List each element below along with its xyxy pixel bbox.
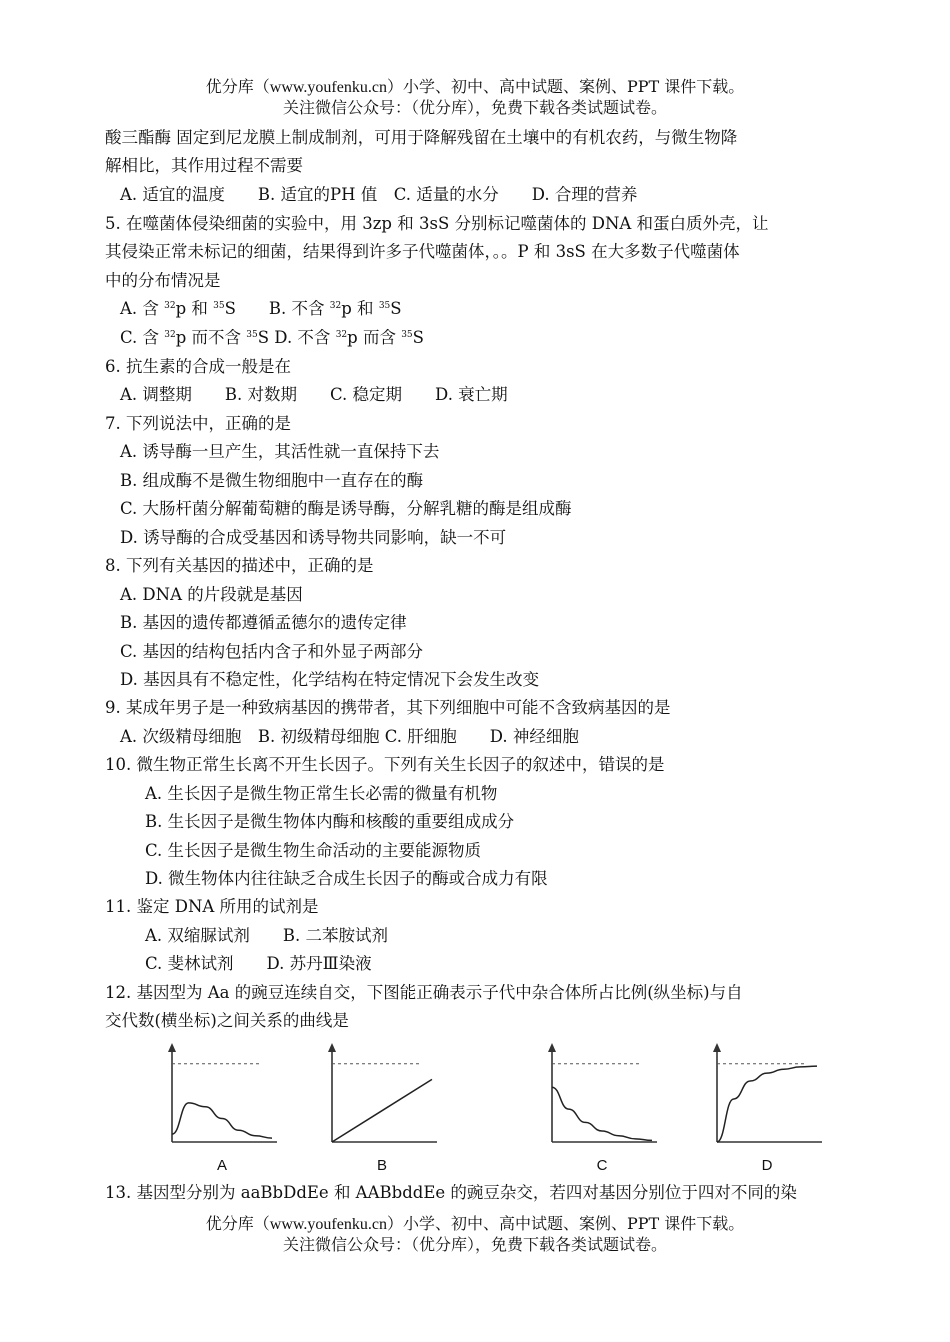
header-suffix: ）小学、初中、高中试题、案例、PPT 课件下载。 [386,77,745,96]
q5-options-cd [120,327,424,349]
q5-line1: 5. 在噬菌体侵染细菌的实验中，用 3zp 和 3sS 分别标记噬菌体的 DNA 和蛋白质外壳，让 [105,214,769,233]
q8-option-c: C. 基因的结构包括内含子和外显子两部分 [120,642,424,661]
q5-c-sup2: 35 [246,330,258,340]
q5-d-sup1: 32 [335,330,348,340]
q5-d-sup2: 35 [401,330,413,340]
q5-b-sup2: 35 [378,301,391,311]
q8-option-a: A. DNA 的片段就是基因 [120,585,303,604]
q5-c-text2: p 而不含 [175,328,247,347]
q7-option-d: D. 诱导酶的合成受基因和诱导物共同影响，缺一不可 [120,528,507,547]
q5-a-text4: p 和 [341,299,379,318]
q5-options-ab [120,298,402,320]
chart-c-curve [552,1087,652,1140]
chart-b-label: B [376,1157,388,1174]
q5-b-sup1: 32 [329,301,342,311]
q11-stem: 11. 鉴定 DNA 所用的试剂是 [105,897,319,916]
q5-c-text4: p 而含 [347,328,402,347]
footer-prefix: 优分库（ [205,1214,270,1233]
q7-stem: 7. 下列说法中，正确的是 [105,414,291,433]
chart-a-label: A [216,1157,228,1174]
page-footer-line2: 关注微信公众号：（优分库），免费下载各类试题试卷。 [282,1235,667,1254]
chart-d-y-arrow [713,1043,721,1052]
q6-stem: 6. 抗生素的合成一般是在 [105,357,291,376]
q10-option-a: A. 生长因子是微生物正常生长必需的微量有机物 [145,784,498,803]
chart-a-y-arrow [168,1043,176,1052]
q11-options-ab: A. 双缩脲试剂 B. 二苯胺试剂 [145,926,389,945]
page-footer-line1 [0,1213,950,1235]
q4-line2: 解相比，其作用过程不需要 [105,156,303,175]
chart-c-label: C [596,1157,608,1174]
q4-options: A. 适宜的温度 B. 适宜的PH 值 C. 适量的水分 D. 合理的营养 [120,185,638,204]
q4-line1: 酸三酯酶 固定到尼龙膜上制成制剂，可用于降解残留在土壤中的有机农药，与微生物降 [105,128,738,147]
q5-c-text5: S [412,328,424,347]
chart-b-y-arrow [328,1043,336,1052]
q7-option-a: A. 诱导酶一旦产生，其活性就一直保持下去 [120,442,440,461]
q8-stem: 8. 下列有关基因的描述中，正确的是 [105,556,374,575]
q5-a-sup1: 32 [164,301,176,311]
q6-options: A. 调整期 B. 对数期 C. 稳定期 D. 衰亡期 [120,385,508,404]
chart-c-y-arrow [548,1043,556,1052]
footer-suffix: ）小学、初中、高中试题、案例、PPT 课件下载。 [386,1214,745,1233]
q10-option-d: D. 微生物体内往往缺乏合成生长因子的酶或合成力有限 [145,869,548,888]
q9-options: A. 次级精母细胞 B. 初级精母细胞 C. 肝细胞 D. 神经细胞 [120,727,579,746]
q8-option-b: B. 基因的遗传都遵循孟德尔的遗传定律 [120,613,407,632]
q7-option-b: B. 组成酶不是微生物细胞中一直存在的酶 [120,471,424,490]
header-prefix: 优分库（ [205,77,270,96]
q5-line3: 中的分布情况是 [105,271,221,290]
q7-option-c: C. 大肠杆菌分解葡萄糖的酶是诱导酶，分解乳糖的酶是组成酶 [120,499,572,518]
q12-line1: 12. 基因型为 Aa 的豌豆连续自交，下图能正确表示子代中杂合体所占比例(纵坐标)与自 [105,983,743,1002]
q10-option-c: C. 生长因子是微生物生命活动的主要能源物质 [145,841,482,860]
q5-a-sup2: 35 [213,301,225,311]
q5-a-text3: S B. 不含 [224,299,330,318]
q13-line1: 13. 基因型分别为 aaBbDdEe 和 AABbddEe 的豌豆杂交，若四对基因分别位于四对不同的染 [105,1183,797,1202]
q9-stem: 9. 某成年男子是一种致病基因的携带者，其下列细胞中可能不含致病基因的是 [105,698,671,717]
q5-a-text2: p 和 [175,299,214,318]
chart-d-curve [717,1066,817,1142]
q5-c-text3: S D. 不含 [257,328,336,347]
q5-c-sup1: 32 [164,330,176,340]
chart-a-curve [172,1103,272,1138]
q5-a-text1: A. 含 [120,299,165,318]
header-site: www.youfenku.cn [269,79,387,96]
chart-d-label: D [761,1157,773,1174]
q12-curve-charts [150,1040,870,1180]
q5-a-text5: S [390,299,402,318]
page-header-line2: 关注微信公众号：（优分库），免费下载各类试题试卷。 [282,98,667,117]
q5-line2: 其侵染正常未标记的细菌，结果得到许多子代噬菌体，。。P 和 3sS 在大多数子代噬菌体 [105,242,740,261]
chart-b-curve [332,1079,432,1142]
page-header-line1 [0,76,950,98]
footer-site: www.youfenku.cn [269,1216,387,1233]
q11-options-cd: C. 斐林试剂 D. 苏丹Ⅲ染液 [145,954,372,973]
q10-option-b: B. 生长因子是微生物体内酶和核酸的重要组成成分 [145,812,515,831]
q5-c-text1: C. 含 [120,328,165,347]
q8-option-d: D. 基因具有不稳定性，化学结构在特定情况下会发生改变 [120,670,540,689]
q12-line2: 交代数(横坐标)之间关系的曲线是 [105,1011,349,1030]
q10-stem: 10. 微生物正常生长离不开生长因子。下列有关生长因子的叙述中，错误的是 [105,755,665,774]
